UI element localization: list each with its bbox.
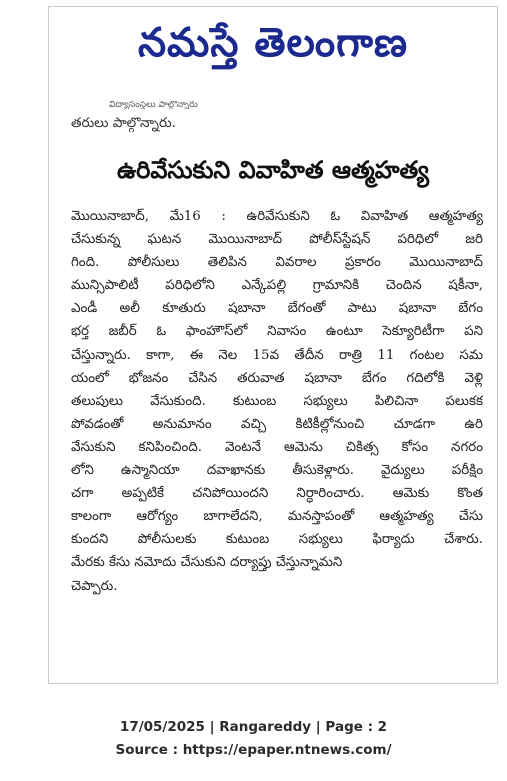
article-line: భర్త జబీర్ ఓ ఫాంహౌస్‌లో నివాసం ఉంటూ సెక్యూరిటీగా పని [71,324,483,340]
news-clipping [48,6,498,684]
article-line: చెప్పారు. [71,578,118,594]
edition-info: 17/05/2025 | Rangareddy | Page : 2 [119,719,388,735]
newspaper-masthead [55,9,491,87]
article-line: ఎండీ అలీ కూతురు షబానా బేగంతో పాటు షబానా బేగం [71,301,483,317]
article-line: మేరకు కేసు నమోదు చేసుకుని దర్యాప్తు చేస్తున్నామని [71,555,343,571]
article-line: తలుపులు వేసుకుంది. కుటుంబ సభ్యులు పిలిచినా పలుకక [71,393,483,409]
article-line: చగా అప్పటికే చనిపోయిందని నిర్ధారించారు. ఆమెకు కొంత [71,486,483,502]
article-line: కుందని పోలీసులకు కుటుంబ సభ్యులు ఫిర్యాదు చేశారు. [71,532,483,548]
source-info: Source : https://epaper.ntnews.com/ [115,742,392,758]
masthead-title: నమస్తే తెలంగాణ [137,20,409,66]
article-line: పోవడంతో అనుమానం వచ్చి కిటికీల్లోనుంచి చూడగా ఉరి [71,416,483,432]
previous-article-cut-text: విద్యాసంస్థలు పాల్గొన్నారు [109,101,198,109]
article-line: చేసుకున్న ఘటన మొయినాబాద్ పోలీస్‌స్టేషన్ పరిధిలో జరి [71,232,483,248]
article-body [71,205,483,598]
article-line: కాలంగా ఆరోగ్యం బాగాలేదని, మనస్తాపంతో ఆత్మహత్య చేసు [71,509,483,525]
previous-article-last-line: తరులు పాల్గొన్నారు. [71,115,176,131]
article-line: వేసుకుని కనిపించింది. వెంటనే ఆమెను చికిత్స కోసం నగరం [71,439,483,455]
article-line: మున్సిపాలిటీ పరిధిలోని ఎన్కేపల్లి గ్రామానికి చెందిన షకీనా, [71,278,483,294]
article-line: యంలో భోజనం చేసిన తరువాత షబానా బేగం గదిలోకి వెళ్లి [71,370,483,386]
article-line: లోని ఉస్మానియా దవాఖానకు తీసుకెళ్లారు. వైద్యులు పరీక్షిం [71,463,483,479]
headline-text: ఉరివేసుకుని వివాహిత ఆత్మహత్య [116,156,430,184]
article-line: గింది. పోలీసులు తెలిపిన వివరాల ప్రకారం మొయినాబాద్ [71,255,483,271]
article-headline [55,149,491,197]
article-line: మొయినాబాద్, మే16 : ఉరివేసుకుని ఓ వివాహిత ఆత్మహత్య [71,209,483,224]
article-line: చేస్తున్నారు. కాగా, ఈ నెల 15వ తేదీన రాత్రి 11 గంటల సమ [71,347,483,363]
